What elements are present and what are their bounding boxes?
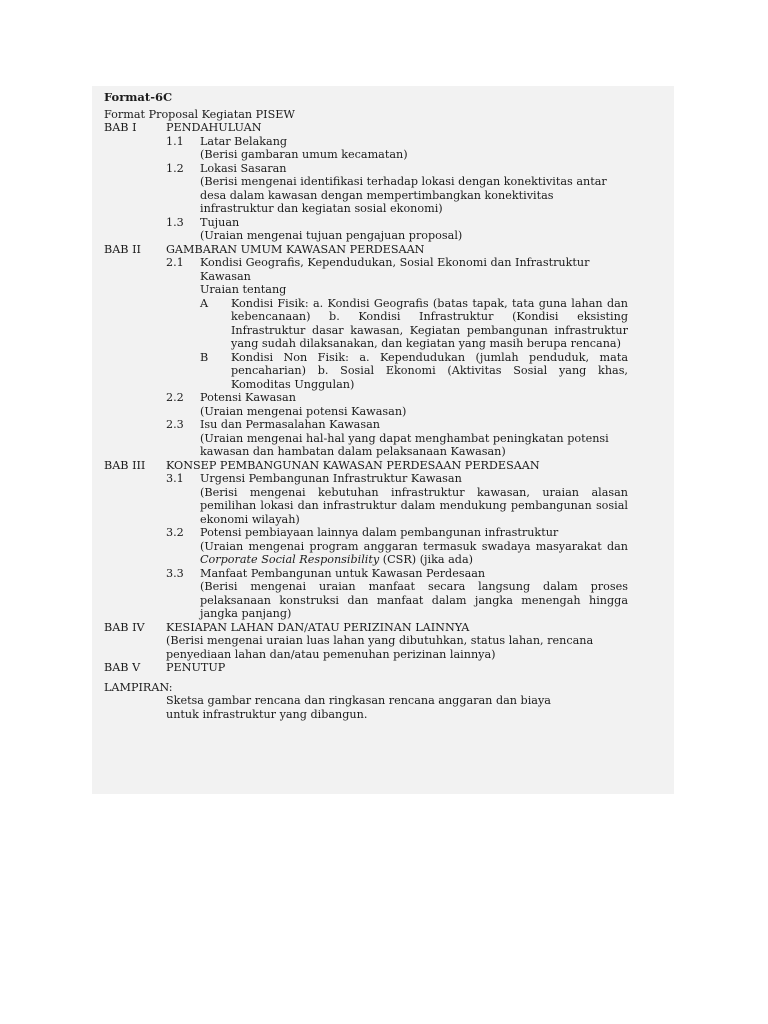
document-subtitle: Format Proposal Kegiatan PISEW xyxy=(104,107,295,121)
chapter-label: BAB III xyxy=(104,458,146,472)
description-emphasis: Corporate Social Responsibility xyxy=(200,553,380,566)
section-2-2 xyxy=(166,391,628,418)
section-number: 1.2 xyxy=(166,161,184,175)
section-number: 2.1 xyxy=(166,256,184,269)
section-description: (Berisi mengenai identifikasi terhadap lokasi dengan konektivitas antar desa dalam kawasan dengan mempertimbangkan konektivitas infrastruktur dan kegiatan sosial ekonomi) xyxy=(200,175,607,215)
chapter-label: BAB II xyxy=(104,242,141,256)
section-3-1 xyxy=(166,472,628,526)
section-number: 1.3 xyxy=(166,215,184,229)
section-heading: Latar Belakang xyxy=(200,134,288,148)
section-description: (Berisi mengenai uraian manfaat secara langsung dalam proses pelaksanaan konstruksi dan manfaat dalam jangka menengah hingga jangka panjang) xyxy=(200,580,628,620)
sub-item-b xyxy=(200,351,628,392)
section-3-2 xyxy=(166,526,628,567)
section-number: 1.1 xyxy=(166,134,184,148)
section-description: (Uraian mengenai potensi Kawasan) xyxy=(200,404,407,418)
section-description: (Berisi mengenai kebutuhan infrastruktur kawasan, uraian alasan pemilihan lokasi dan infrastruktur dalam mendukung pembangunan sosial ekonomi wilayah) xyxy=(200,485,628,526)
chapter-label: BAB V xyxy=(104,661,141,674)
document xyxy=(104,91,628,721)
chapter-label: BAB IV xyxy=(104,620,145,634)
section-heading: Lokasi Sasaran xyxy=(200,161,287,175)
section-number: 2.2 xyxy=(166,391,184,404)
sub-item-a xyxy=(200,297,628,351)
description-text: (CSR) (jika ada) xyxy=(379,553,473,566)
sub-item-letter: A xyxy=(200,296,209,310)
chapter-heading: PENUTUP xyxy=(166,661,226,674)
lampiran-label: LAMPIRAN: xyxy=(104,680,173,694)
chapter-heading: KESIAPAN LAHAN DAN/ATAU PERIZINAN LAINNYA xyxy=(166,620,470,634)
document-title: Format-6C xyxy=(104,90,173,104)
section-description: (Uraian mengenai hal-hal yang dapat menghambat peningkatan potensi kawasan dan hambatan dalam pelaksanaan Kawasan) xyxy=(200,431,609,458)
section-description: (Uraian mengenai tujuan pengajuan proposal) xyxy=(200,229,463,242)
chapter-heading: GAMBARAN UMUM KAWASAN PERDESAAN xyxy=(166,242,425,256)
chapter-heading: PENDAHULUAN xyxy=(166,121,262,134)
section-1-2 xyxy=(166,162,628,216)
section-description: Uraian tentang xyxy=(200,283,287,296)
chapter-description: (Berisi mengenai uraian luas lahan yang dibutuhkan, status lahan, rencana penyediaan lahan dan/atau pemenuhan perizinan lainnya) xyxy=(166,634,594,661)
section-number: 2.3 xyxy=(166,418,184,431)
description-text: (Uraian mengenai program anggaran termasuk swadaya masyarakat dan xyxy=(200,539,628,553)
section-number: 3.1 xyxy=(166,472,184,485)
sub-item-text: Kondisi Fisik: a. Kondisi Geografis (batas tapak, tata guna lahan dan kebencanaan) b. Kondisi Infrastruktur (Kondisi eksisting Infrastruktur dasar kawasan, Kegiatan pembangunan infrastruktur yang sudah dilaksanakan, dan kegiatan yang masih berupa rencana) xyxy=(231,296,628,350)
section-heading: Urgensi Pembangunan Infrastruktur Kawasan xyxy=(200,472,462,485)
section-2-3 xyxy=(166,418,628,459)
section-description: (Berisi gambaran umum kecamatan) xyxy=(200,148,408,161)
section-2-1 xyxy=(166,256,628,391)
chapter-bab-1 xyxy=(104,121,628,243)
sub-item-text: Kondisi Non Fisik: a. Kependudukan (jumlah penduduk, mata pencaharian) b. Sosial Ekonomi (Aktivitas Sosial yang khas, Komoditas Unggulan) xyxy=(231,350,628,391)
section-number: 3.2 xyxy=(166,526,184,539)
section-heading: Manfaat Pembangunan untuk Kawasan Perdesaan xyxy=(200,566,486,580)
section-number: 3.3 xyxy=(166,566,184,580)
chapter-heading: KONSEP PEMBANGUNAN KAWASAN PERDESAAN PERDESAAN xyxy=(166,458,540,472)
section-heading: Potensi pembiayaan lainnya dalam pembangunan infrastruktur xyxy=(200,526,559,539)
chapter-bab-4 xyxy=(104,621,628,662)
section-heading: Kondisi Geografis, Kependudukan, Sosial Ekonomi dan Infrastruktur Kawasan xyxy=(200,256,590,283)
section-heading: Tujuan xyxy=(200,215,240,229)
lampiran-text: Sketsa gambar rencana dan ringkasan rencana anggaran dan biaya untuk infrastruktur yang dibangun. xyxy=(166,694,551,721)
section-heading: Isu dan Permasalahan Kawasan xyxy=(200,418,380,431)
section-heading: Potensi Kawasan xyxy=(200,391,296,404)
chapter-label: BAB I xyxy=(104,121,137,134)
chapter-bab-5 xyxy=(104,661,628,675)
chapter-bab-3 xyxy=(104,459,628,621)
chapter-bab-2 xyxy=(104,243,628,459)
section-1-1 xyxy=(166,135,628,162)
sub-item-letter: B xyxy=(200,350,209,364)
section-3-3 xyxy=(166,567,628,621)
section-description xyxy=(200,540,628,567)
section-1-3 xyxy=(166,216,628,243)
